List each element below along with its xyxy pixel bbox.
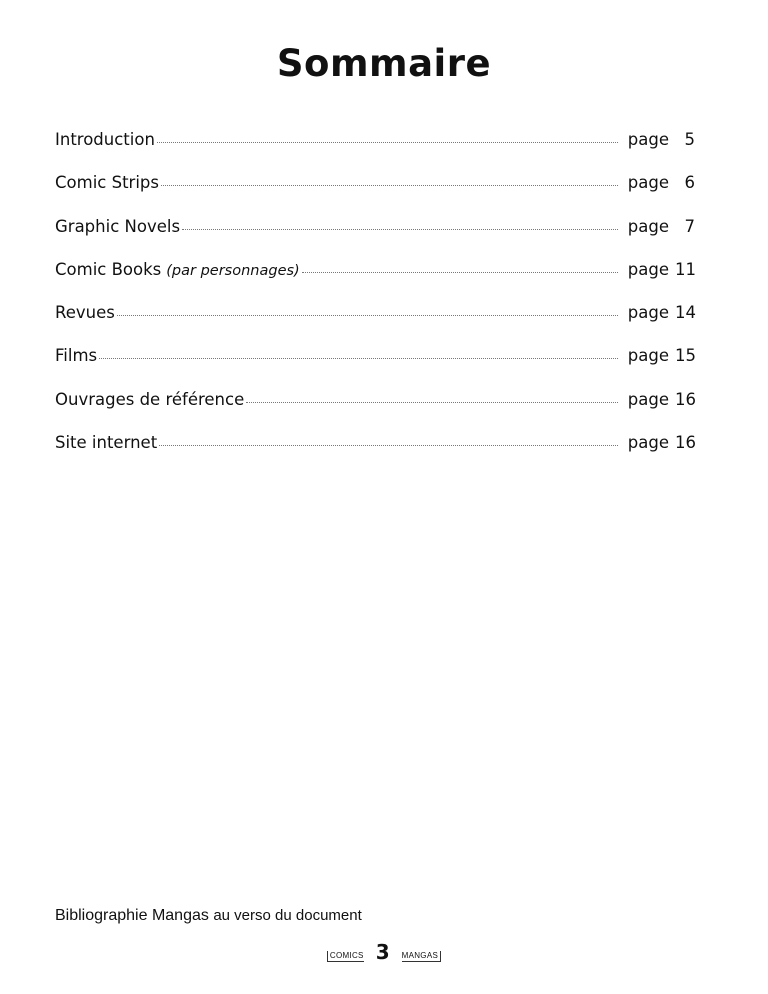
toc-entry-revues[interactable] — [55, 303, 695, 346]
dot-leader — [302, 272, 618, 273]
toc-entry-page: page 16 — [627, 433, 696, 453]
dot-leader — [157, 142, 618, 143]
toc-entry-label: Revues — [55, 303, 115, 323]
toc-entry-page: page 15 — [627, 346, 696, 366]
dot-leader — [182, 229, 618, 230]
page-number: 3 — [375, 940, 390, 964]
table-of-contents — [55, 130, 695, 476]
toc-entry-label: Films — [55, 346, 98, 366]
toc-entry-ouvrages-de-reference[interactable] — [55, 390, 695, 433]
toc-entry-label: Graphic Novels — [55, 216, 181, 236]
dot-leader — [246, 402, 618, 403]
footer-note-small: au verso du document — [213, 907, 362, 924]
toc-entry-comic-strips[interactable] — [55, 173, 695, 216]
footer-note — [55, 907, 362, 925]
toc-entry-label: Ouvrages de référence — [55, 389, 245, 409]
toc-entry-site-internet[interactable] — [55, 433, 695, 476]
dot-leader — [159, 445, 618, 446]
toc-entry-page: page 16 — [627, 389, 696, 409]
toc-entry-label: Introduction — [55, 130, 155, 149]
dot-leader — [161, 185, 618, 186]
toc-entry-label: Comic Books (par personnages) — [55, 259, 300, 279]
toc-entry-page: page 14 — [627, 303, 696, 323]
section-tag-comics: COMICS — [327, 951, 364, 962]
toc-entry-introduction[interactable] — [55, 130, 695, 173]
toc-entry-page: page 5 — [627, 130, 695, 149]
toc-entry-comic-books[interactable] — [55, 260, 695, 303]
toc-entry-label: Comic Strips — [55, 173, 159, 193]
toc-entry-graphic-novels[interactable] — [55, 217, 695, 260]
toc-entry-films[interactable] — [55, 346, 695, 389]
toc-entry-page: page 11 — [627, 259, 696, 279]
section-tag-mangas: MANGAS — [402, 951, 441, 962]
page-title: Sommaire — [276, 42, 492, 85]
toc-entry-note: (par personnages) — [166, 262, 300, 279]
toc-entry-page: page 6 — [627, 173, 695, 193]
dot-leader — [117, 315, 618, 316]
toc-entry-label: Site internet — [55, 433, 158, 453]
page-footer — [0, 942, 768, 962]
toc-entry-page: page 7 — [627, 216, 695, 236]
dot-leader — [99, 358, 618, 359]
footer-note-main: Bibliographie Mangas — [55, 907, 209, 924]
